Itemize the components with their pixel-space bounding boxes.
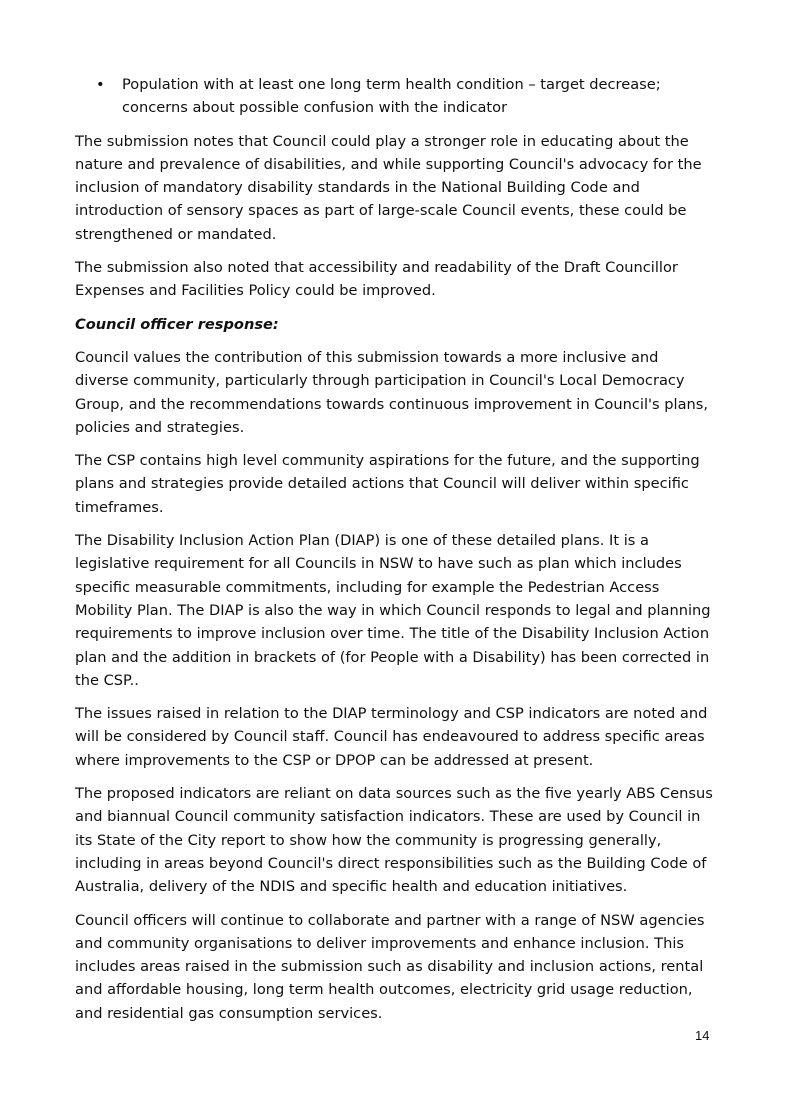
body-paragraph: The Disability Inclusion Action Plan (DIAP) is one of these detailed plans. It is a legislative requirement for all Councils in NSW to have such as plan which includes specific measurable commitments, including for example the Pedestrian Access Mobility Plan. The DIAP is also the way in which Council responds to legal and planning requirements to improve inclusion over time. The title of the Disability Inclusion Action plan and the addition in brackets of (for People with a Disability) has been corrected in the CSP.. bbox=[75, 532, 711, 689]
page-number: 14 bbox=[695, 1028, 710, 1043]
bullet-item: • Population with at least one long term health condition – target decrease; concerns about possible confusion with the indicator bbox=[75, 73, 715, 120]
body-paragraph: Council officers will continue to collaborate and partner with a range of NSW agencies and community organisations to deliver improvements and enhance inclusion. This includes areas raised in the submission such as disability and inclusion actions, rental and affordable housing, long term health outcomes, electricity grid usage reduction, and residential gas consumption services. bbox=[75, 911, 705, 1022]
body-paragraph: The proposed indicators are reliant on data sources such as the five yearly ABS Census and biannual Council community satisfaction indicators. These are used by Council in its State of the City report to show how the community is progressing generally, including in areas beyond Council's direct responsibilities such as the Building Code of Australia, delivery of the NDIS and specific health and education initiatives. bbox=[75, 785, 713, 896]
body-paragraph: The issues raised in relation to the DIAP terminology and CSP indicators are noted and will be considered by Council staff. Council has endeavoured to address specific areas where improvements to the CSP or DPOP can be addressed at present. bbox=[75, 705, 708, 769]
body-paragraph: Council values the contribution of this submission towards a more inclusive and diverse community, particularly through participation in Council's Local Democracy Group, and the recommendations towards continuous improvement in Council's plans, policies and strategies. bbox=[75, 348, 709, 436]
body-paragraph: The submission notes that Council could play a stronger role in educating about the nature and prevalence of disabilities, and while supporting Council's advocacy for the inclusion of mandatory disability standards in the National Building Code and introduction of sensory spaces as part of large-scale Council events, these could be strengthened or mandated. bbox=[75, 132, 702, 243]
body-paragraph: The submission also noted that accessibility and readability of the Draft Councillor Expenses and Facilities Policy could be improved. bbox=[75, 259, 678, 300]
response-heading: Council officer response: bbox=[75, 315, 279, 333]
body-paragraph: The CSP contains high level community aspirations for the future, and the supporting plans and strategies provide detailed actions that Council will deliver within specific timeframes. bbox=[75, 452, 700, 516]
bullet-list bbox=[75, 73, 715, 120]
